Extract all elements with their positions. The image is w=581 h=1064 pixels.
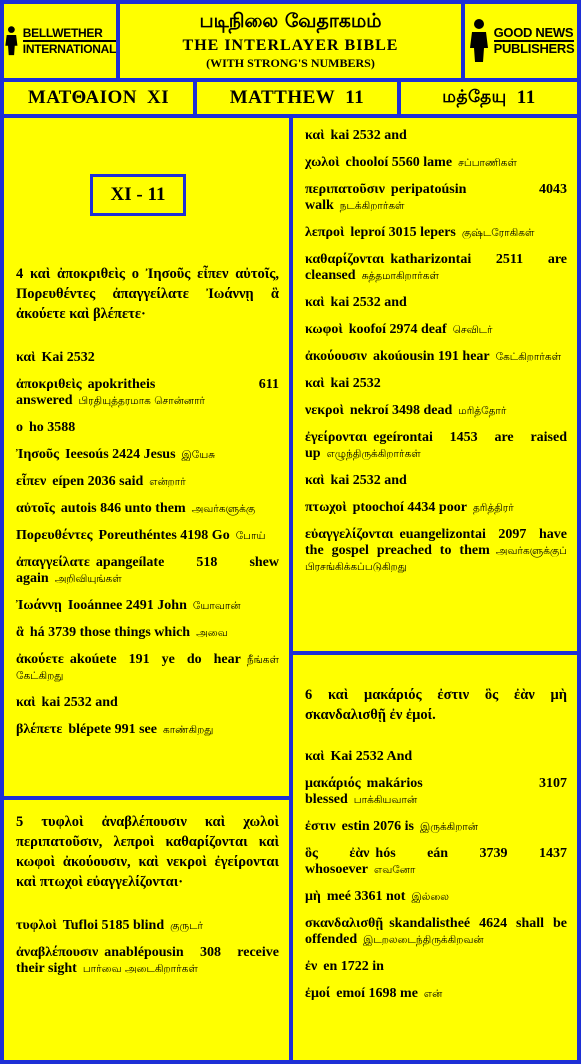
book-tamil <box>401 82 577 114</box>
title-sub: (WITH STRONG'S NUMBERS) <box>206 56 375 70</box>
transliteration-gloss: akoúete 191 ye do hear <box>69 652 241 667</box>
transliteration-gloss: makários 3107 blessed <box>305 776 567 807</box>
greek-word: καὶ <box>305 128 325 143</box>
transliteration-gloss: apangeílate 518 shew again <box>16 555 279 586</box>
tamil-gloss: சுத்தமாகிறார்கள் <box>361 270 439 282</box>
logo-line-1: GOOD NEWS <box>493 25 574 40</box>
book-english-chapter: 11 <box>345 87 365 108</box>
verse-5-text: 5 τυφλοὶ ἀναβλέπουσιν καὶ χωλοὶ περιπατοῦσιν, λεπροὶ καθαρίζονται καὶ κωφοὶ ἀκούουσιν, καὶ νεκροὶ ἐγείρονται καὶ πτωχοὶ εὐαγγελίζονται· <box>16 814 279 890</box>
transliteration-gloss: Tufloi 5185 blind <box>62 918 165 933</box>
word-entry <box>16 377 279 409</box>
figure-icon <box>468 18 490 64</box>
tamil-gloss: பிரதியுத்தரமாக சொன்னார் <box>78 395 206 407</box>
book-greek-chapter: XI <box>147 87 170 108</box>
word-entry <box>16 528 279 544</box>
verse-6-text: 6 καὶ μακάριός ἐστιν ὃς ἐὰν μὴ σκανδαλισθῇ ἐν ἐμοί. <box>305 687 567 723</box>
transliteration-gloss: kai 2532 and <box>330 295 407 310</box>
verse-5-panel <box>4 800 289 1060</box>
word-entry <box>16 420 279 436</box>
greek-word: τυφλοὶ <box>16 918 57 933</box>
greek-word: καὶ <box>16 695 36 710</box>
word-entry <box>305 155 567 171</box>
bellwether-logo <box>4 4 116 78</box>
word-entry <box>305 916 567 948</box>
greek-word: μὴ <box>305 889 321 904</box>
word-entry <box>16 625 279 641</box>
greek-word: ἐν <box>305 959 318 974</box>
greek-word: ἀκούουσιν <box>305 349 367 364</box>
tamil-gloss: குஷ்டரோகிகள் <box>461 227 535 239</box>
book-tamil-name: மத்தேயு <box>442 87 507 107</box>
word-entry <box>16 474 279 490</box>
greek-word: μακάριός <box>305 776 361 791</box>
verse-5-word-list <box>16 918 279 977</box>
greek-word: κωφοὶ <box>305 322 343 337</box>
word-entry <box>16 695 279 711</box>
transliteration-gloss: akoúousin 191 hear <box>372 349 490 364</box>
transliteration-gloss: estin 2076 is <box>341 819 414 834</box>
transliteration-gloss: ho 3588 <box>29 420 76 435</box>
transliteration-gloss: ptoochoí 4434 poor <box>352 500 467 515</box>
transliteration-gloss: eípen 2036 said <box>52 474 144 489</box>
greek-word: πτωχοὶ <box>305 500 347 515</box>
transliteration-gloss: chooloí 5560 lame <box>345 155 453 170</box>
greek-word: ἐστιν <box>305 819 336 834</box>
tamil-gloss: இல்லை <box>411 891 450 903</box>
transliteration-gloss: Iooánnee 2491 John <box>67 598 187 613</box>
greek-word: ἀποκριθεὶς <box>16 377 82 392</box>
word-entry <box>305 959 567 975</box>
word-entry <box>305 889 567 905</box>
word-entry <box>305 819 567 835</box>
transliteration-gloss: leproí 3015 lepers <box>350 225 456 240</box>
word-entry <box>16 501 279 517</box>
transliteration-gloss: blépete 991 see <box>68 722 157 737</box>
greek-word: καὶ <box>305 295 325 310</box>
greek-word: καὶ <box>305 749 325 764</box>
word-entry <box>305 473 567 489</box>
word-entry <box>16 598 279 614</box>
book-english-name: MATTHEW <box>229 87 336 108</box>
book-greek <box>4 82 193 114</box>
greek-word: ἐγείρονται <box>305 430 368 445</box>
transliteration-gloss: emoí 1698 me <box>336 986 418 1001</box>
word-entry <box>305 128 567 144</box>
tamil-gloss: என் <box>423 988 443 1000</box>
greek-word: ἀναβλέπουσιν <box>16 945 99 960</box>
tamil-gloss: குருடர் <box>170 920 203 932</box>
word-entry <box>305 225 567 241</box>
word-entry <box>305 430 567 462</box>
word-entry <box>305 749 567 765</box>
word-entry <box>16 722 279 738</box>
transliteration-gloss: kai 2532 and <box>41 695 118 710</box>
greek-word: καὶ <box>16 350 36 365</box>
tamil-gloss: எவனோ <box>374 864 416 876</box>
greek-word: εὐαγγελίζονται <box>305 527 394 542</box>
word-entry <box>16 945 279 977</box>
tamil-gloss: மரித்தோர் <box>458 405 507 417</box>
transliteration-gloss: hós eán 3739 1437 whosoever <box>305 846 567 877</box>
greek-word: Ἰησοῦς <box>16 447 60 462</box>
tamil-gloss: தரித்திரர் <box>472 502 514 514</box>
tamil-gloss: இயேசு <box>181 449 216 461</box>
tamil-gloss: அவை <box>196 627 228 639</box>
greek-word: εἶπεν <box>16 474 47 489</box>
tamil-gloss: அறிவியுங்கள் <box>54 573 122 585</box>
tamil-gloss: யோவான் <box>192 600 241 612</box>
greek-word: ἀκούετε <box>16 652 64 667</box>
greek-word: καὶ <box>305 473 325 488</box>
word-entry <box>305 527 567 575</box>
figure-icon <box>4 18 19 64</box>
tamil-gloss: பார்வை அடைகிறார்கள் <box>82 963 198 975</box>
greek-word: αὐτοῖς <box>16 501 55 516</box>
verse-4-word-list <box>16 350 279 738</box>
title-main: THE INTERLAYER BIBLE <box>182 37 399 54</box>
transliteration-gloss: peripatoúsin 4043 walk <box>305 182 567 213</box>
transliteration-gloss: apokritheis 611 answered <box>16 377 279 408</box>
tamil-gloss: நீங்கள் கேட்கிறது <box>16 654 279 682</box>
word-entry <box>305 182 567 214</box>
tamil-gloss: போய் <box>235 530 266 542</box>
greek-word: περιπατοῦσιν <box>305 182 385 197</box>
book-english <box>197 82 397 114</box>
greek-word: Ἰωάννῃ <box>16 598 62 613</box>
book-greek-name: ΜΑΤΘΑΙΟΝ <box>27 87 137 108</box>
logo-line-1: BELLWETHER <box>23 26 116 42</box>
word-entry <box>305 403 567 419</box>
greek-word: ἃ <box>16 625 24 640</box>
transliteration-gloss: kai 2532 and <box>330 473 407 488</box>
word-entry <box>305 776 567 808</box>
transliteration-gloss: skandalistheé 4624 shall be offended <box>305 916 567 947</box>
good-news-logo <box>465 4 577 78</box>
greek-word: σκανδαλισθῇ <box>305 916 384 931</box>
title-block <box>120 4 461 78</box>
word-entry <box>305 295 567 311</box>
greek-word: λεπροὶ <box>305 225 345 240</box>
verse-4-text: 4 καὶ ἀποκριθεὶς ο Ἰησοῦς εἶπεν αὐτοῖς, Πορευθέντες ἀπαγγείλατε Ἰωάννῃ ἃ ἀκούετε καὶ βλέπετε· <box>16 266 279 322</box>
tamil-gloss: இடறலடைந்திருக்கிறவன் <box>363 934 484 946</box>
tamil-gloss: சப்பாணிகள் <box>458 157 517 169</box>
tamil-gloss: அவர்களுக்குப் பிரசங்கிக்கப்படுகிறது <box>305 545 567 573</box>
greek-word: βλέπετε <box>16 722 63 737</box>
greek-word: ἐμοί <box>305 986 331 1001</box>
transliteration-gloss: meé 3361 not <box>326 889 406 904</box>
logo-line-2: INTERNATIONAL <box>22 42 116 56</box>
word-entry <box>16 447 279 463</box>
tamil-gloss: இருக்கிறான் <box>420 821 479 833</box>
tamil-gloss: அவர்களுக்கு <box>191 503 256 515</box>
verse-6-panel <box>293 655 577 1060</box>
transliteration-gloss: en 1722 in <box>323 959 384 974</box>
verse-4-panel <box>4 118 289 796</box>
verse-5-continued-word-list <box>305 128 567 575</box>
tamil-gloss: பாக்கியவான் <box>353 794 418 806</box>
transliteration-gloss: Ieesoús 2424 Jesus <box>65 447 176 462</box>
transliteration-gloss: egeírontai 1453 are raised up <box>305 430 567 461</box>
transliteration-gloss: há 3739 those things which <box>29 625 191 640</box>
word-entry <box>305 500 567 516</box>
word-entry <box>16 555 279 587</box>
word-entry <box>305 376 567 392</box>
verse-6-word-list <box>305 749 567 1002</box>
tamil-gloss: நடக்கிறார்கள் <box>339 200 405 212</box>
transliteration-gloss: Kai 2532 And <box>330 749 413 764</box>
greek-word: καὶ <box>305 376 325 391</box>
transliteration-gloss: Poreuthéntes 4198 Go <box>98 528 230 543</box>
transliteration-gloss: nekroí 3498 dead <box>349 403 453 418</box>
tamil-gloss: கேட்கிறார்கள் <box>495 351 562 363</box>
word-entry <box>305 349 567 365</box>
chapter-badge: XI - 11 <box>90 174 186 216</box>
transliteration-gloss: autois 846 unto them <box>60 501 186 516</box>
logo-line-2: PUBLISHERS <box>493 41 575 56</box>
verse-5-continued-panel <box>293 118 577 651</box>
transliteration-gloss: euangelizontai 2097 have the gospel preached to them <box>305 527 567 558</box>
greek-word: χωλοὶ <box>305 155 340 170</box>
transliteration-gloss: katharizontai 2511 are cleansed <box>305 252 567 283</box>
greek-word: ἀπαγγείλατε <box>16 555 90 570</box>
book-tamil-chapter: 11 <box>516 87 536 108</box>
word-entry <box>305 322 567 338</box>
word-entry <box>16 350 279 366</box>
word-entry <box>305 986 567 1002</box>
tamil-gloss: எழுந்திருக்கிறார்கள் <box>326 448 421 460</box>
word-entry <box>305 252 567 284</box>
word-entry <box>16 652 279 684</box>
tamil-gloss: என்றார் <box>149 476 186 488</box>
transliteration-gloss: kai 2532 and <box>330 128 407 143</box>
greek-word: ο <box>16 420 23 435</box>
greek-word: ὃς ἐὰν <box>305 846 370 861</box>
greek-word: καθαρίζονται <box>305 252 385 267</box>
word-entry <box>305 846 567 878</box>
greek-word: Πορευθέντες <box>16 528 93 543</box>
word-entry <box>16 918 279 934</box>
tamil-gloss: செவிடர் <box>452 324 493 336</box>
tamil-gloss: காண்கிறது <box>162 724 214 736</box>
transliteration-gloss: Kai 2532 <box>41 350 95 365</box>
transliteration-gloss: kai 2532 <box>330 376 381 391</box>
greek-word: νεκροὶ <box>305 403 344 418</box>
transliteration-gloss: anablépousin 308 receive their sight <box>16 945 279 976</box>
title-tamil: படிநிலை வேதாகமம் <box>199 10 382 32</box>
transliteration-gloss: koofoí 2974 deaf <box>348 322 447 337</box>
